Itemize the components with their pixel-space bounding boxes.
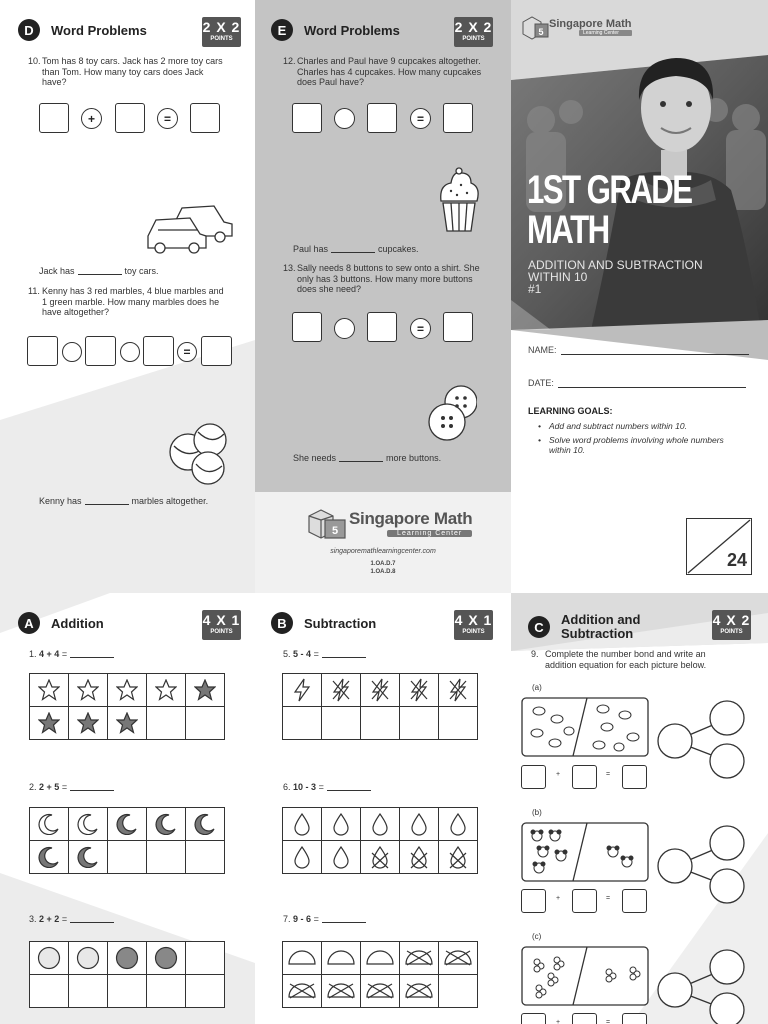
section-a-title: Addition [51,615,104,631]
answer-box[interactable] [572,765,597,789]
buttons-illustration [427,380,477,446]
section-b-header [271,612,376,634]
answer-blank[interactable] [70,922,114,923]
question-6 [283,782,374,793]
ten-frame-cell [186,841,225,874]
section-e-title: Word Problems [304,22,400,38]
answer-prefix: Kenny has [39,496,82,506]
ten-frame-cell [30,841,69,874]
marbles-illustration [166,420,230,486]
answer-suffix: marbles altogether. [131,496,209,506]
question-expression: 9 - 6 [293,914,312,924]
ten-frame-cell [322,841,361,874]
section-d-header [18,19,147,41]
circle-filled-icon [154,946,178,970]
ten-frame-cell [69,975,108,1008]
brand-panel [255,492,511,593]
learning-goal-item: • Solve word problems involving whole numbers within 10. [538,434,724,455]
answer-box[interactable] [521,889,546,913]
answer-box[interactable] [292,103,322,133]
circle-outline-icon [37,946,61,970]
ten-frame-stars [29,673,225,740]
answer-box[interactable] [521,765,546,789]
ten-frame-cell [69,707,108,740]
ten-frame-cell [400,942,439,975]
svg-text:5: 5 [331,525,339,537]
picture-pandas [521,822,651,884]
equals-text: = [61,782,68,792]
ten-frame-cell [400,674,439,707]
panel-word-problems-d [0,0,255,593]
plus-text: + [556,771,561,778]
panel-addition [0,593,255,1024]
answer-suffix: more buttons. [386,453,442,463]
number-bond-b [657,824,749,906]
cover-brand-name: Singapore Math [549,18,632,30]
half-circle-icon [326,949,356,967]
section-c-title-line-2: Subtraction [561,626,634,641]
answer-box[interactable] [201,336,232,366]
moon-outline-icon [77,813,99,835]
lightning-icon [291,678,313,702]
ten-frame-cell [108,942,147,975]
answer-blank[interactable] [322,922,366,923]
answer-suffix: toy cars. [124,266,159,276]
answer-box[interactable] [572,1013,597,1024]
answer-box[interactable] [190,103,220,133]
question-number: 13. [283,263,296,273]
ten-frame-cell [108,707,147,740]
answer-blank[interactable] [70,657,114,658]
equals-sign: = [177,342,197,362]
ten-frame-cell [400,808,439,841]
cover-title-line-2: MATH [527,208,609,252]
answer-box[interactable] [292,312,322,342]
cover-worksheet-number: #1 [528,282,542,296]
question-13 [283,263,483,295]
answer-box[interactable] [367,103,397,133]
ten-frame-cell [322,674,361,707]
moon-filled-icon [116,813,138,835]
section-e-points-badge [454,17,493,47]
ten-frame-drops [282,807,478,874]
learning-goal-text: Add and subtract numbers within 10. [549,421,687,431]
date-input-line[interactable] [558,379,746,388]
drop-crossed-icon [449,845,467,869]
star-outline-icon [116,679,138,701]
answer-line-12 [293,244,419,254]
question-expression: 2 + 2 [39,914,60,924]
learning-goal-item: • Add and subtract numbers within 10. [538,421,687,431]
ten-frame-half-circles [282,941,478,1008]
answer-box[interactable] [622,1013,647,1024]
drop-icon [293,845,311,869]
question-1 [29,649,117,660]
operator-circle[interactable] [334,108,355,129]
ten-frame-cell [361,841,400,874]
moon-outline-icon [38,813,60,835]
part-c-label: (c) [532,932,542,941]
points-value: 4 X 2 [712,612,751,628]
brand-name: Singapore Math [349,509,473,528]
ten-frame-cell [439,674,478,707]
half-circle-crossed-icon [326,982,356,1000]
part-b-label: (b) [532,808,542,817]
answer-blank[interactable] [78,274,122,275]
ten-frame-cell [108,975,147,1008]
panel-word-problems-e [255,0,511,492]
date-field-row [528,378,746,388]
half-circle-crossed-icon [365,982,395,1000]
brand-url[interactable]: singaporemathlearningcenter.com [330,548,436,555]
points-label: POINTS [462,36,485,42]
question-expression: 2 + 5 [39,782,60,792]
question-number: 11. [28,286,40,296]
moon-filled-icon [194,813,216,835]
section-b-points-badge [454,610,493,640]
equals-text: = [606,771,611,778]
name-label: NAME: [528,345,557,355]
answer-blank[interactable] [327,790,371,791]
brand-logo [305,506,472,540]
ten-frame-moons [29,807,225,874]
operator-circle[interactable] [62,342,82,362]
equals-sign: = [410,318,431,339]
star-filled-icon [77,712,99,734]
points-label: POINTS [210,629,233,635]
number-bond-c [657,948,749,1024]
picture-birds [521,697,651,759]
circle-outline-icon [76,946,100,970]
equals-text: = [313,649,319,659]
answer-box[interactable] [39,103,69,133]
half-circle-crossed-icon [443,949,473,967]
drop-crossed-icon [410,845,428,869]
answer-blank[interactable] [322,657,366,658]
cover-brand-logo [521,14,632,40]
answer-blank[interactable] [331,252,375,253]
question-text: Sally needs 8 buttons to sew onto a shirt. She only has 3 buttons. How many more buttons does she need? [297,263,480,294]
question-2 [29,782,117,793]
answer-prefix: Jack has [39,266,75,276]
ten-frame-cell [361,707,400,740]
drop-icon [332,845,350,869]
cover-brand-subtitle: Learning Center [579,30,632,36]
question-expression: 5 - 4 [293,649,312,659]
ten-frame-circles [29,941,225,1008]
ten-frame-cell [283,975,322,1008]
question-text: Tom has 8 toy cars. Jack has 2 more toy cars than Tom. How many toy cars does Jack have? [42,56,223,87]
section-d-title: Word Problems [51,22,147,38]
answer-line-10 [39,266,159,276]
section-d-points-badge [202,17,241,47]
score-total: 24 [726,550,747,570]
points-label: POINTS [462,629,485,635]
name-input-line[interactable] [561,346,749,355]
question-number: 10. [28,56,41,66]
cover-subtitle-line-2: WITHIN 10 [528,270,588,284]
circle-filled-icon [115,946,139,970]
part-a-label: (a) [532,683,542,692]
cover-panel [511,0,768,593]
equals-text: = [606,895,611,902]
section-b-letter: B [271,612,293,634]
moon-filled-icon [155,813,177,835]
ten-frame-cell [108,841,147,874]
question-expression: 10 - 3 [293,782,317,792]
ten-frame-cell [147,808,186,841]
picture-grapes [521,946,651,1008]
score-box[interactable] [686,518,752,575]
points-value: 2 X 2 [454,19,493,35]
panel-subtraction [255,593,511,1024]
ten-frame-cell [439,841,478,874]
section-e-letter: E [271,19,293,41]
equals-text: = [318,782,324,792]
operator-circle[interactable] [334,318,355,339]
star-outline-icon [38,679,60,701]
ten-frame-cell [147,674,186,707]
lightning-crossed-icon [369,678,391,702]
ten-frame-cell [147,707,186,740]
question-text: Charles and Paul have 9 cupcakes altogether. Charles has 4 cupcakes. How many cupcakes does Paul have? [297,56,482,87]
ten-frame-cell [400,975,439,1008]
ten-frame-lightning [282,673,478,740]
ten-frame-cell [283,674,322,707]
star-filled-icon [116,712,138,734]
answer-box[interactable] [572,889,597,913]
name-field-row [528,345,749,355]
question-number: 9. [531,649,539,659]
question-9 [531,649,736,670]
equals-sign: = [410,108,431,129]
ten-frame-cell [322,707,361,740]
answer-box[interactable] [622,765,647,789]
cover-title [527,170,692,250]
ten-frame-cell [186,707,225,740]
toy-cars-illustration [144,200,236,254]
star-outline-icon [77,679,99,701]
cube-logo-icon [305,506,347,540]
star-outline-icon [155,679,177,701]
date-label: DATE: [528,378,554,388]
ten-frame-cell [30,975,69,1008]
cover-subtitle [528,259,758,295]
ten-frame-cell [439,707,478,740]
points-label: POINTS [720,629,743,635]
answer-box[interactable] [622,889,647,913]
ten-frame-cell [322,808,361,841]
lightning-crossed-icon [408,678,430,702]
points-value: 4 X 1 [454,612,493,628]
question-number: 12. [283,56,296,66]
cover-subtitle-line-1: ADDITION AND SUBTRACTION [528,258,703,272]
equals-text: = [61,914,68,924]
learning-goals-title: LEARNING GOALS: [528,406,613,416]
ten-frame-cell [283,808,322,841]
ten-frame-cell [69,808,108,841]
ten-frame-cell [147,841,186,874]
ten-frame-cell [69,942,108,975]
section-c-title-line-1: Addition and [561,612,641,627]
question-7 [283,914,369,925]
cover-title-line-1: 1ST GRADE [527,168,692,212]
ten-frame-cell [69,841,108,874]
ten-frame-cell [283,707,322,740]
answer-box[interactable] [115,103,145,133]
points-label: POINTS [210,36,233,42]
moon-filled-icon [77,846,99,868]
learning-goal-text: Solve word problems involving whole numbers within 10. [549,434,724,455]
standard-code-1: 1.OA.D.7 [370,561,396,567]
drop-icon [410,812,428,836]
answer-box[interactable] [443,103,473,133]
section-e-header [271,19,400,41]
ten-frame-cell [361,674,400,707]
panel-addition-subtraction [511,593,768,1024]
points-value: 4 X 1 [202,612,241,628]
section-c-header [528,613,640,641]
ten-frame-cell [439,975,478,1008]
ten-frame-cell [108,674,147,707]
section-c-title [561,613,640,641]
ten-frame-cell [283,942,322,975]
answer-box[interactable] [367,312,397,342]
number-bond-a [657,699,749,781]
lightning-crossed-icon [447,678,469,702]
cover-background [511,0,768,593]
answer-prefix: She needs [293,453,337,463]
question-10 [28,56,228,88]
question-number: 1. [29,649,37,659]
plus-text: + [556,895,561,902]
drop-icon [449,812,467,836]
star-filled-icon [194,679,216,701]
star-filled-icon [38,712,60,734]
answer-blank[interactable] [70,790,114,791]
learning-goals-list [538,421,738,456]
ten-frame-cell [147,942,186,975]
drop-icon [332,812,350,836]
answer-box[interactable] [443,312,473,342]
equals-text: = [313,914,319,924]
question-3 [29,914,117,925]
plus-sign: + [81,108,102,129]
ten-frame-cell [361,975,400,1008]
ten-frame-cell [30,808,69,841]
question-expression: 4 + 4 [39,649,60,659]
ten-frame-cell [400,841,439,874]
ten-frame-cell [30,707,69,740]
section-c-points-badge [712,610,751,640]
question-12 [283,56,483,88]
section-a-header [18,612,104,634]
question-number: 7. [283,914,291,924]
drop-crossed-icon [371,845,389,869]
cupcake-illustration [437,167,481,235]
equals-text: = [61,649,68,659]
cube-logo-icon [521,14,549,40]
answer-blank[interactable] [85,504,129,505]
half-circle-icon [287,949,317,967]
half-circle-crossed-icon [404,949,434,967]
ten-frame-cell [439,808,478,841]
svg-text:5: 5 [538,27,544,37]
answer-line-11 [39,496,208,506]
ten-frame-cell [69,674,108,707]
operator-circle[interactable] [120,342,140,362]
ten-frame-cell [186,808,225,841]
half-circle-icon [365,949,395,967]
ten-frame-cell [30,942,69,975]
answer-line-13 [293,453,441,463]
ten-frame-cell [147,975,186,1008]
section-b-title: Subtraction [304,615,377,631]
section-d-letter: D [18,19,40,41]
section-a-points-badge [202,610,241,640]
ten-frame-cell [361,808,400,841]
answer-suffix: cupcakes. [378,244,419,254]
answer-box[interactable] [143,336,174,366]
brand-subtitle: Learning Center [387,530,472,537]
ten-frame-cell [322,942,361,975]
moon-filled-icon [38,846,60,868]
ten-frame-cell [439,942,478,975]
ten-frame-cell [108,808,147,841]
question-number: 5. [283,649,291,659]
drop-icon [371,812,389,836]
section-c-letter: C [528,616,550,638]
points-value: 2 X 2 [202,19,241,35]
answer-box[interactable] [27,336,58,366]
question-text: Kenny has 3 red marbles, 4 blue marbles and 1 green marble. How many marbles does he have altogether? [42,286,224,317]
question-number: 6. [283,782,291,792]
equals-sign: = [157,108,178,129]
answer-blank[interactable] [339,461,383,462]
plus-text: + [556,1019,561,1024]
question-number: 2. [29,782,37,792]
lightning-crossed-icon [330,678,352,702]
ten-frame-cell [186,674,225,707]
answer-box[interactable] [521,1013,546,1024]
ten-frame-cell [283,841,322,874]
question-5 [283,649,369,660]
question-11 [28,286,228,318]
drop-icon [293,812,311,836]
answer-prefix: Paul has [293,244,329,254]
section-a-letter: A [18,612,40,634]
answer-box[interactable] [85,336,116,366]
ten-frame-cell [186,942,225,975]
question-text: Complete the number bond and write an addition equation for each picture below. [545,649,707,670]
ten-frame-cell [361,942,400,975]
ten-frame-cell [186,975,225,1008]
equals-text: = [606,1019,611,1024]
ten-frame-cell [400,707,439,740]
standard-code-2: 1.OA.D.8 [370,569,396,575]
half-circle-crossed-icon [287,982,317,1000]
half-circle-crossed-icon [404,982,434,1000]
question-number: 3. [29,914,37,924]
ten-frame-cell [322,975,361,1008]
ten-frame-cell [30,674,69,707]
